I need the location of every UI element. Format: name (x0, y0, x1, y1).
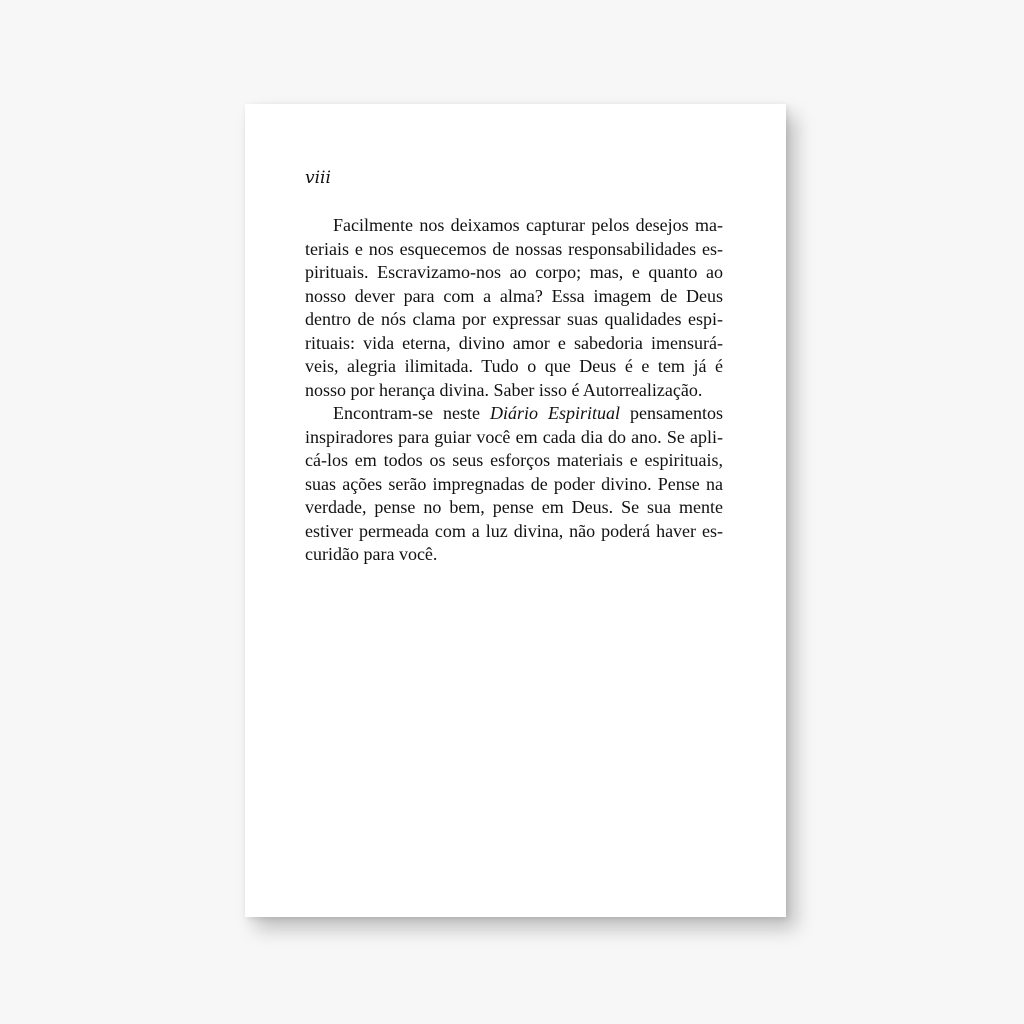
paragraph-2 (305, 402, 723, 567)
book-title: Diário Espiritual (489, 403, 620, 423)
text-line: suas ações serão impregnadas de poder divino. Pense na (305, 473, 723, 494)
text-line: curidão para você. (305, 544, 438, 564)
text-line: teriais e nos esquecemos de nossas responsabilidades es- (305, 238, 723, 259)
text-fragment: Encontram-se neste (333, 403, 490, 423)
body-text (305, 214, 723, 567)
text-line (305, 402, 723, 426)
text-line: verdade, pense no bem, pense em Deus. Se sua mente (305, 497, 723, 517)
text-fragment: pensamentos (620, 403, 723, 423)
text-line: rituais: vida eterna, divino amor e sabedoria imensurá- (305, 332, 723, 353)
book-page (245, 104, 786, 917)
text-line: nosso por herança divina. Saber isso é Autorrealização. (305, 379, 703, 400)
text-line: veis, alegria ilimitada. Tudo o que Deus é e tem já é (305, 356, 723, 376)
text-line: estiver permeada com a luz divina, não poderá haver es- (305, 520, 723, 541)
paragraph-1 (305, 214, 723, 402)
text-line: nosso dever para com a alma? Essa imagem de Deus (305, 285, 723, 306)
text-line: cá-los em todos os seus esforços materiais e espirituais, (305, 450, 723, 470)
page-number: viii (305, 168, 331, 188)
text-line: inspiradores para guiar você em cada dia do ano. Se apli- (305, 426, 723, 447)
text-line: Facilmente nos deixamos capturar pelos desejos ma- (333, 215, 723, 235)
text-line: pirituais. Escravizamo-nos ao corpo; mas, e quanto ao (305, 262, 723, 282)
text-line: dentro de nós clama por expressar suas qualidades espi- (305, 309, 723, 329)
